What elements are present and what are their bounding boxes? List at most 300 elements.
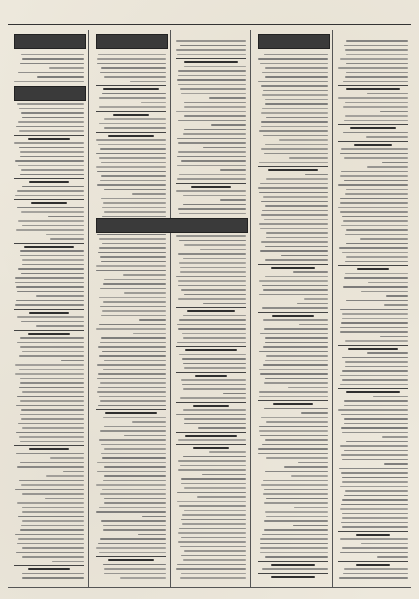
text-line xyxy=(96,166,166,168)
notice-separator xyxy=(176,432,246,433)
text-line xyxy=(177,165,246,167)
notice-separator xyxy=(338,561,408,562)
text-line xyxy=(259,280,328,282)
text-line xyxy=(298,462,328,464)
text-line xyxy=(177,178,246,180)
text-line xyxy=(262,444,328,446)
text-line xyxy=(344,45,408,47)
text-line xyxy=(265,205,328,207)
text-line xyxy=(17,342,84,344)
text-line xyxy=(342,481,408,483)
text-line xyxy=(19,130,84,132)
text-line xyxy=(260,228,328,230)
text-line xyxy=(21,418,84,420)
text-line xyxy=(345,361,408,363)
text-line xyxy=(262,210,328,212)
text-line xyxy=(346,54,408,56)
text-line xyxy=(104,498,166,500)
notice-title-line xyxy=(271,576,315,578)
text-line xyxy=(184,244,246,246)
text-line xyxy=(340,58,408,60)
text-line xyxy=(104,127,166,129)
text-line xyxy=(179,319,246,321)
notice-separator xyxy=(176,58,246,59)
text-line xyxy=(100,493,166,495)
text-line xyxy=(197,496,246,498)
text-line xyxy=(266,457,328,459)
text-line xyxy=(179,528,246,530)
text-line xyxy=(97,378,166,380)
text-line xyxy=(17,207,84,209)
text-line xyxy=(100,256,166,258)
text-line xyxy=(264,408,328,410)
text-line xyxy=(386,295,408,297)
text-line xyxy=(340,538,408,540)
notice-separator xyxy=(258,264,328,265)
notice-separator xyxy=(14,135,84,136)
text-line xyxy=(18,268,84,270)
page-header xyxy=(8,4,411,25)
text-line xyxy=(22,225,84,227)
notice-separator xyxy=(96,409,166,410)
text-line xyxy=(342,252,408,254)
section-heading xyxy=(14,34,86,49)
text-line xyxy=(138,534,166,536)
notice-title-line xyxy=(195,375,227,377)
text-line xyxy=(180,267,246,269)
text-line xyxy=(380,111,408,113)
text-line xyxy=(344,495,408,497)
text-line xyxy=(103,480,166,482)
text-line xyxy=(258,81,328,83)
text-line xyxy=(102,489,166,491)
text-line xyxy=(20,414,84,416)
text-line xyxy=(178,298,246,300)
text-line xyxy=(104,118,166,120)
text-line xyxy=(368,282,408,284)
text-line xyxy=(264,328,328,330)
text-line xyxy=(384,463,408,465)
text-line xyxy=(15,160,84,162)
text-line xyxy=(96,328,166,330)
text-line xyxy=(19,355,84,357)
text-line xyxy=(99,355,166,357)
text-line xyxy=(20,255,84,257)
text-line xyxy=(179,213,246,215)
text-line xyxy=(341,504,408,506)
text-line xyxy=(177,492,246,494)
text-line xyxy=(261,126,328,128)
notice-separator xyxy=(258,312,328,313)
text-line xyxy=(98,346,166,348)
text-line xyxy=(103,202,166,204)
text-line xyxy=(101,67,166,69)
text-line xyxy=(101,444,166,446)
text-line xyxy=(289,157,328,159)
text-line xyxy=(104,568,166,570)
text-line xyxy=(259,351,328,353)
text-line xyxy=(15,195,84,197)
text-line xyxy=(16,300,84,302)
text-line xyxy=(16,286,84,288)
text-line xyxy=(261,85,328,87)
text-line xyxy=(293,525,328,527)
text-line xyxy=(342,499,408,501)
notice-title-line xyxy=(193,447,230,449)
text-line xyxy=(182,523,246,525)
notice-separator xyxy=(338,345,408,346)
text-line xyxy=(341,522,408,524)
text-line xyxy=(260,435,328,437)
text-line xyxy=(17,316,84,318)
text-line xyxy=(182,514,246,516)
text-line xyxy=(97,471,166,473)
text-line xyxy=(181,478,246,480)
text-line xyxy=(48,216,84,218)
text-line xyxy=(52,561,84,563)
text-line xyxy=(177,156,246,158)
text-line xyxy=(284,466,328,468)
text-line xyxy=(180,88,246,90)
text-line xyxy=(366,136,408,138)
text-line xyxy=(103,369,166,371)
text-line xyxy=(124,292,166,294)
column-rule xyxy=(332,30,333,587)
text-line xyxy=(265,337,328,339)
text-line xyxy=(338,97,408,99)
text-line xyxy=(261,241,328,243)
text-line xyxy=(340,445,408,447)
text-line xyxy=(37,76,84,78)
text-line xyxy=(344,568,408,570)
text-line xyxy=(342,526,408,528)
text-line xyxy=(266,232,328,234)
text-line xyxy=(184,487,246,489)
text-line xyxy=(104,76,166,78)
text-line xyxy=(344,277,408,279)
text-line xyxy=(183,337,246,339)
text-line xyxy=(183,258,246,260)
text-line xyxy=(184,106,246,108)
text-line xyxy=(261,121,328,123)
text-line xyxy=(345,76,408,78)
text-line xyxy=(22,556,84,558)
text-line xyxy=(261,484,328,486)
text-line xyxy=(46,475,84,477)
text-line xyxy=(346,300,408,302)
text-line xyxy=(344,180,408,182)
text-line xyxy=(99,123,166,125)
text-line xyxy=(301,412,328,414)
text-line xyxy=(259,430,328,432)
text-line xyxy=(263,319,328,321)
notice-separator xyxy=(14,565,84,566)
text-line xyxy=(184,102,246,104)
text-line xyxy=(261,214,328,216)
text-line xyxy=(20,382,84,384)
text-line xyxy=(340,375,408,377)
text-line xyxy=(17,190,84,192)
text-line xyxy=(178,541,246,543)
text-line xyxy=(178,285,246,287)
text-line xyxy=(338,184,408,186)
text-line xyxy=(183,559,246,561)
text-line xyxy=(340,153,408,155)
text-line xyxy=(340,198,408,200)
text-line xyxy=(20,337,84,339)
text-line xyxy=(139,319,166,321)
text-line xyxy=(16,552,84,554)
text-line xyxy=(20,63,84,65)
text-line xyxy=(176,235,246,237)
text-line xyxy=(339,247,408,249)
text-line xyxy=(263,90,328,92)
text-line xyxy=(183,363,246,365)
text-line xyxy=(293,271,328,273)
text-line xyxy=(99,439,166,441)
text-line xyxy=(259,223,328,225)
text-line xyxy=(17,291,84,293)
text-line xyxy=(262,72,328,74)
text-line xyxy=(264,54,328,56)
text-line xyxy=(21,273,84,275)
text-line xyxy=(259,426,328,428)
text-line xyxy=(120,577,166,579)
text-line xyxy=(104,189,166,191)
notice-separator xyxy=(14,199,84,200)
text-line xyxy=(181,483,246,485)
text-line xyxy=(183,315,246,317)
text-line xyxy=(14,81,84,83)
text-line xyxy=(344,400,408,402)
text-line xyxy=(209,97,246,99)
text-line xyxy=(346,243,408,245)
text-line xyxy=(344,423,408,425)
text-line xyxy=(99,507,166,509)
text-line xyxy=(258,58,328,60)
text-line xyxy=(99,238,166,240)
text-line xyxy=(180,465,246,467)
notice-separator xyxy=(338,141,408,142)
text-line xyxy=(266,516,328,518)
text-line xyxy=(340,384,408,386)
text-line xyxy=(264,520,328,522)
text-line xyxy=(220,199,246,201)
text-line xyxy=(101,175,166,177)
text-line xyxy=(97,364,166,366)
notice-title-line xyxy=(354,144,393,146)
text-line xyxy=(260,63,328,65)
text-line xyxy=(338,67,408,69)
text-line xyxy=(345,193,408,195)
text-line xyxy=(265,246,328,248)
text-line xyxy=(103,301,166,303)
text-line xyxy=(99,97,166,99)
notice-separator xyxy=(258,573,328,574)
notice-separator xyxy=(176,346,246,347)
text-line xyxy=(260,183,328,185)
text-line xyxy=(15,282,84,284)
column-rule xyxy=(250,30,251,587)
text-line xyxy=(341,414,408,416)
text-line xyxy=(342,313,408,315)
text-line xyxy=(343,220,408,222)
text-line xyxy=(20,462,84,464)
text-line xyxy=(343,132,408,134)
text-line xyxy=(15,373,84,375)
text-line xyxy=(20,400,84,402)
text-line xyxy=(294,507,328,509)
text-line xyxy=(179,240,246,242)
text-line xyxy=(263,196,328,198)
text-line xyxy=(176,49,246,51)
text-line xyxy=(367,93,408,95)
text-line xyxy=(49,67,84,69)
text-line xyxy=(22,507,84,509)
text-line xyxy=(265,360,328,362)
text-line xyxy=(345,234,408,236)
text-line xyxy=(342,432,408,434)
text-line xyxy=(263,364,328,366)
text-line xyxy=(266,178,328,180)
text-line xyxy=(102,243,166,245)
text-line xyxy=(22,427,84,429)
text-line xyxy=(258,448,328,450)
text-line xyxy=(266,355,328,357)
text-line xyxy=(263,346,328,348)
text-line xyxy=(123,274,166,276)
text-line xyxy=(184,423,246,425)
text-line xyxy=(177,79,246,81)
text-line xyxy=(265,439,328,441)
notice-title-line xyxy=(103,88,158,90)
text-line xyxy=(96,511,166,513)
text-line xyxy=(102,351,166,353)
text-line xyxy=(263,480,328,482)
text-line xyxy=(260,543,328,545)
text-line xyxy=(344,418,408,420)
text-line xyxy=(340,508,408,510)
text-line xyxy=(176,276,246,278)
text-line xyxy=(178,328,246,330)
text-line xyxy=(15,489,84,491)
text-line xyxy=(98,54,166,56)
text-line xyxy=(178,75,246,77)
text-line xyxy=(259,130,328,132)
text-line xyxy=(346,40,408,42)
text-line xyxy=(97,171,166,173)
text-line xyxy=(346,63,408,65)
text-line xyxy=(97,184,166,186)
text-line xyxy=(102,207,166,209)
notice-separator xyxy=(176,307,246,308)
text-line xyxy=(304,298,328,300)
text-line xyxy=(181,289,246,291)
text-line xyxy=(259,192,328,194)
text-line xyxy=(345,366,408,368)
notice-separator xyxy=(338,531,408,532)
text-line xyxy=(181,160,246,162)
text-line xyxy=(179,354,246,356)
text-line xyxy=(181,519,246,521)
text-line xyxy=(36,325,84,327)
notice-title-line xyxy=(357,268,390,270)
notice-separator xyxy=(96,132,166,133)
text-line xyxy=(103,525,166,527)
text-line xyxy=(265,103,328,105)
text-line xyxy=(345,49,408,51)
text-line xyxy=(176,111,246,113)
text-line xyxy=(345,261,408,263)
text-line xyxy=(14,142,84,144)
text-line xyxy=(340,486,408,488)
text-line xyxy=(22,573,84,575)
notice-separator xyxy=(338,124,408,125)
text-line xyxy=(264,489,328,491)
text-line xyxy=(98,543,166,545)
text-line xyxy=(180,546,246,548)
text-line xyxy=(263,493,328,495)
text-line xyxy=(103,529,166,531)
text-line xyxy=(96,484,166,486)
text-line xyxy=(361,543,408,545)
text-line xyxy=(100,538,166,540)
text-line xyxy=(299,324,328,326)
text-line xyxy=(265,99,328,101)
notice-separator xyxy=(176,444,246,445)
text-line xyxy=(180,271,246,273)
text-line xyxy=(340,552,408,554)
notice-title-line xyxy=(105,412,157,414)
text-line xyxy=(142,516,166,518)
text-line xyxy=(200,249,246,251)
text-line xyxy=(101,337,166,339)
notice-title-line xyxy=(28,138,70,140)
text-line xyxy=(262,307,328,309)
text-line xyxy=(99,324,166,326)
text-line xyxy=(178,439,246,441)
text-line xyxy=(262,534,328,536)
text-line xyxy=(101,520,166,522)
text-line xyxy=(177,138,246,140)
text-line xyxy=(102,457,166,459)
text-line xyxy=(179,505,246,507)
text-line xyxy=(178,280,246,282)
text-line xyxy=(178,469,246,471)
text-line xyxy=(21,409,84,411)
notice-title-line xyxy=(356,534,390,536)
text-line xyxy=(99,552,166,554)
text-line xyxy=(176,40,246,42)
text-line xyxy=(360,238,408,240)
text-line xyxy=(19,436,84,438)
text-line xyxy=(262,108,328,110)
column-rule xyxy=(88,30,89,587)
text-line xyxy=(223,393,246,395)
text-line xyxy=(101,315,166,317)
text-line xyxy=(22,58,84,60)
notice-title-line xyxy=(24,246,74,248)
text-line xyxy=(202,474,246,476)
text-line xyxy=(297,303,328,305)
text-line xyxy=(100,288,166,290)
text-line xyxy=(96,270,166,272)
text-line xyxy=(19,369,84,371)
text-line xyxy=(261,112,328,114)
text-line xyxy=(182,384,246,386)
text-line xyxy=(46,234,84,236)
text-line xyxy=(184,510,246,512)
